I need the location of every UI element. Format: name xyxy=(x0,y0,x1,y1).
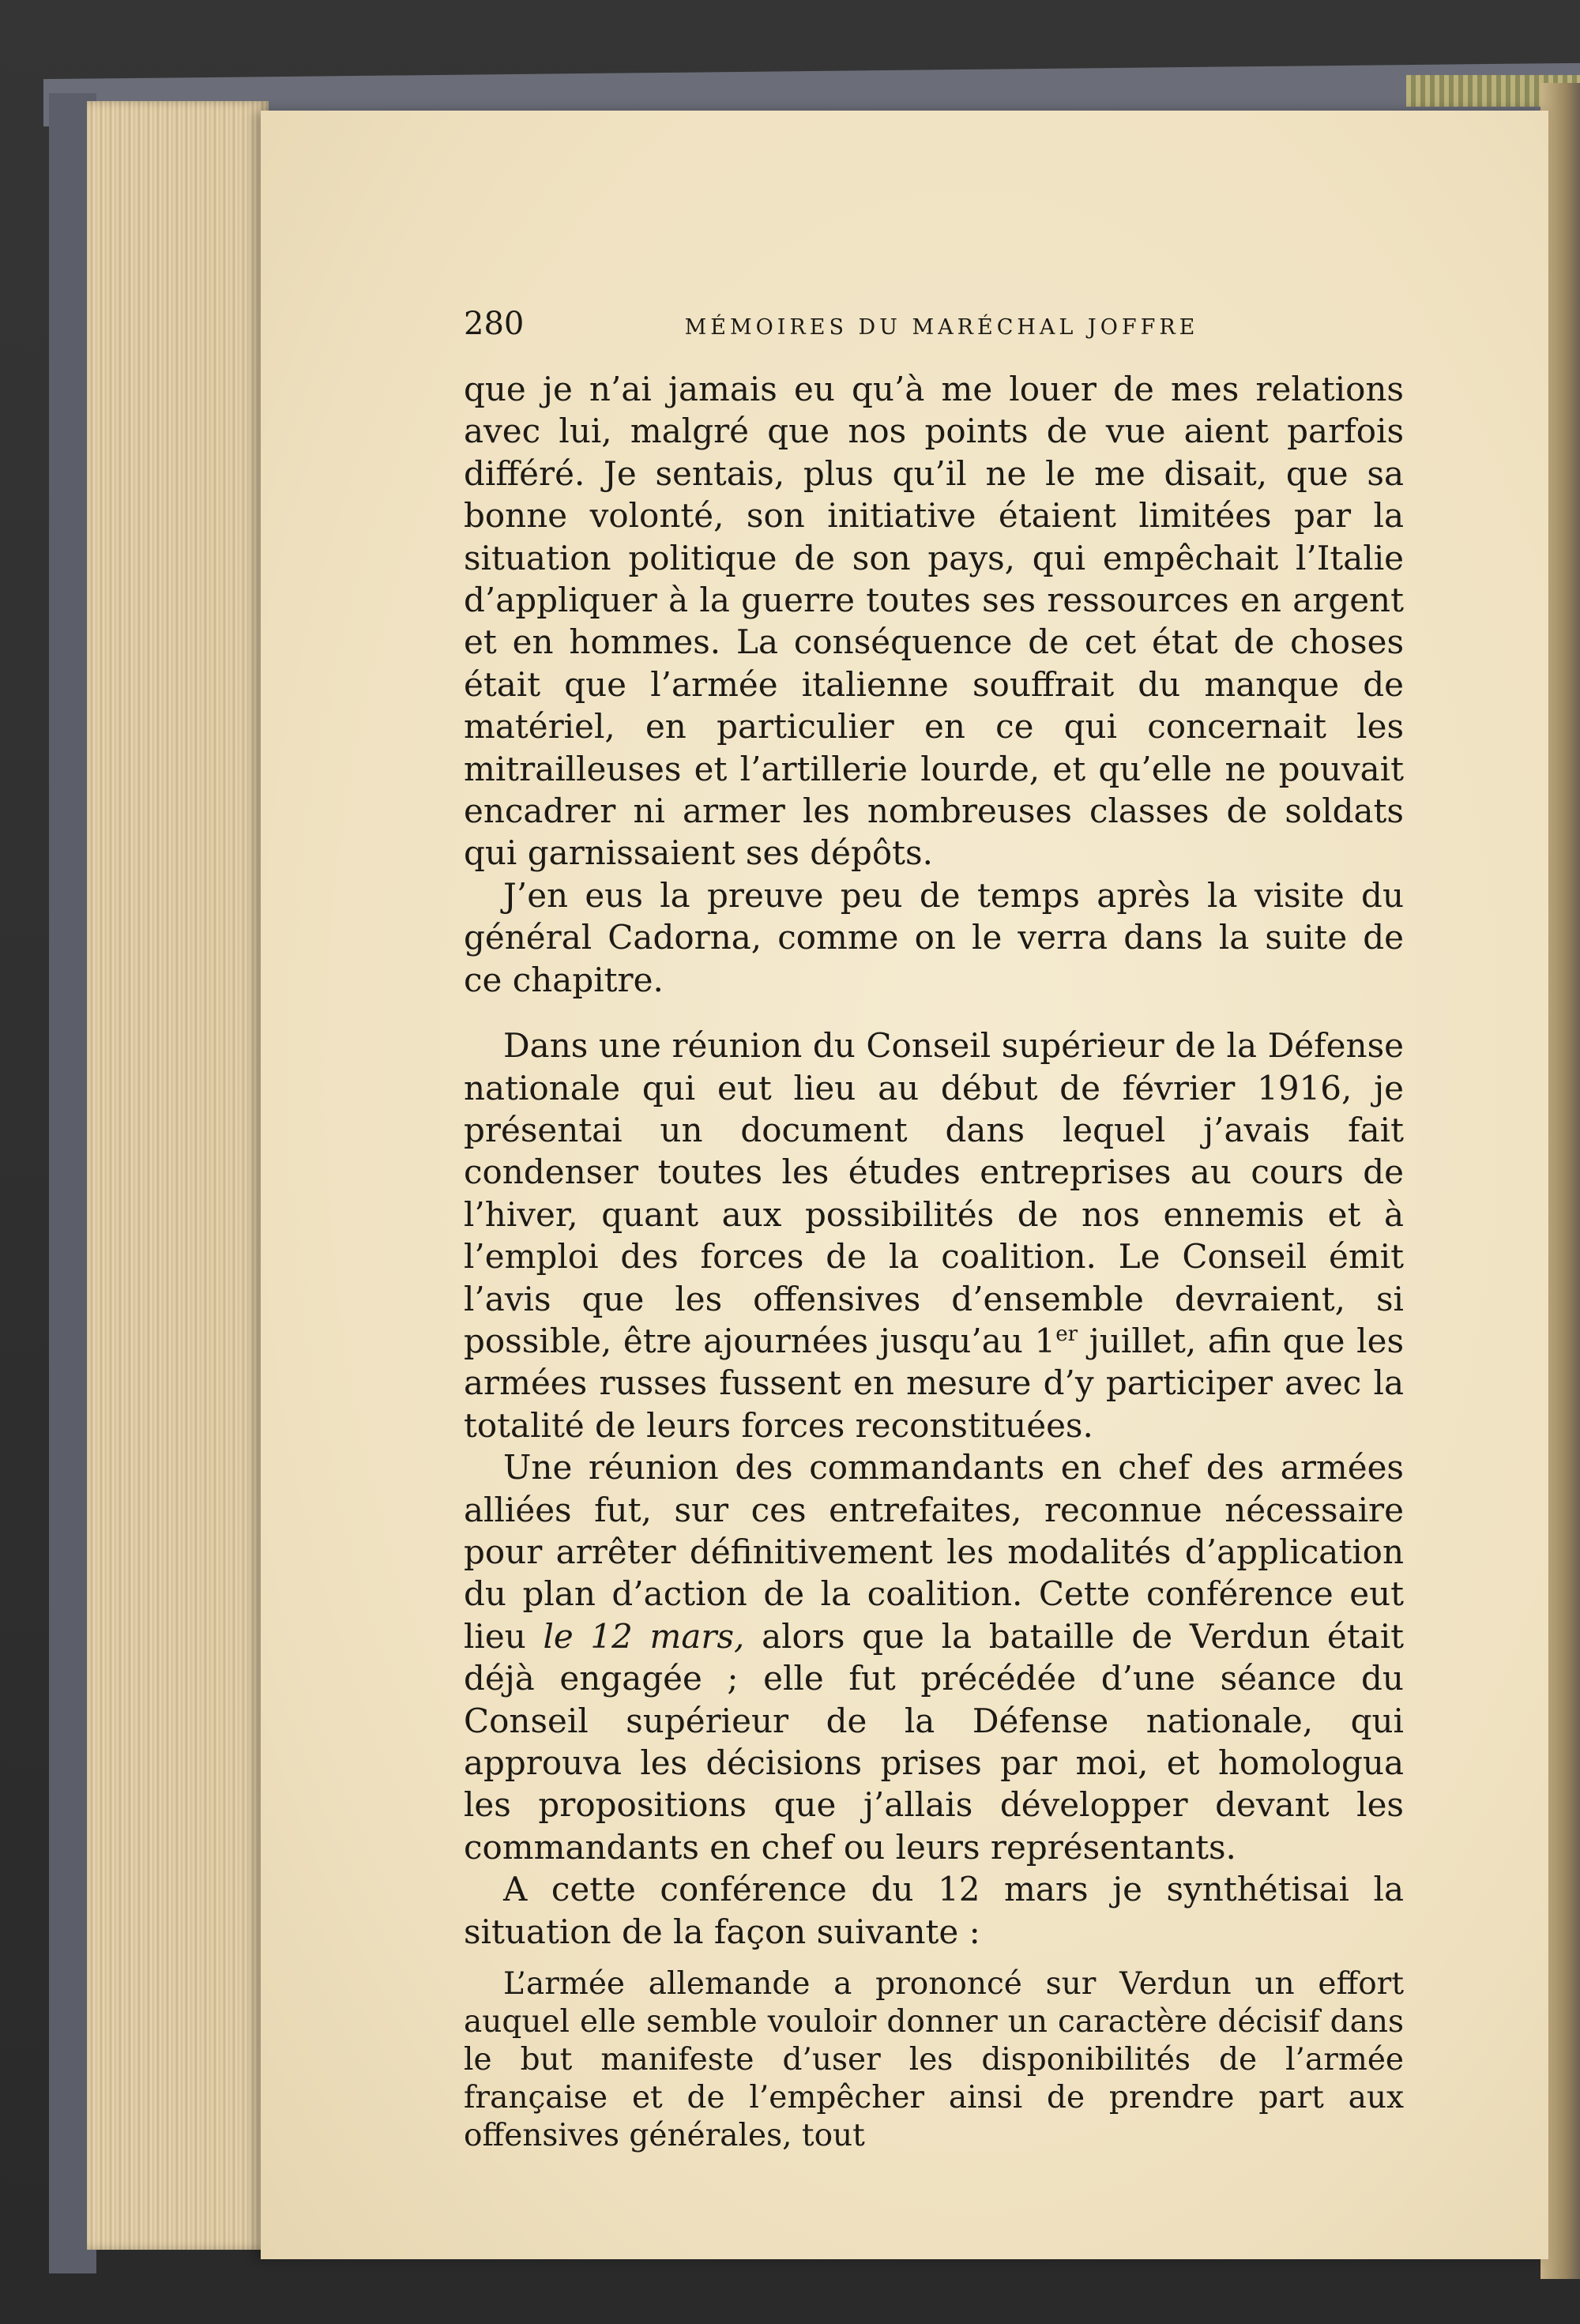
paragraph-4 xyxy=(464,1446,1404,1868)
paragraph-1: que je n’ai jamais eu qu’à me louer de mes relations avec lui, malgré que nos points de vue aient parfois différé. Je sentais, plus qu’il ne le me disait, que sa bonne volonté, son initiative étaient limitées par la situation politique de son pays, qui empêchait l’Italie d’appliquer à la guerre toutes ses ressources en argent et en hommes. La conséquence de cet état de choses était que l’armée italienne souffrait du manque de matériel, en particulier en ce qui concernait les mitrailleuses et l’artillerie lourde, et qu’elle ne pouvait encadrer ni armer les nombreuses classes de soldats qui garnissaient ses dépôts. xyxy=(464,370,1404,873)
paragraph-5: A cette conférence du 12 mars je synthétisai la situation de la façon suivante : xyxy=(464,1870,1404,1951)
quoted-passage: L’armée allemande a prononcé sur Verdun un effort auquel elle semble vouloir donner un caractère décisif dans le but manifeste d’user les disponibilités de l’armée française et de l’empêcher ainsi de prendre part aux offensives générales, tout xyxy=(464,1966,1404,2154)
paragraph-4-italic: le 12 mars, xyxy=(543,1616,745,1656)
paragraph-3-text-b: juillet, afin que les armées russes fussent en mesure d’y participer avec la totalité de leurs forces reconstituées. xyxy=(464,1321,1404,1445)
page-stack-edge xyxy=(87,101,269,2250)
paragraph-2: J’en eus la preuve peu de temps après la visite du général Cadorna, comme on le verra dans la suite de ce chapitre. xyxy=(464,875,1404,999)
running-head xyxy=(464,300,1404,348)
running-title: MÉMOIRES DU MARÉCHAL JOFFRE xyxy=(684,315,1199,340)
section-gap xyxy=(464,1001,1404,1025)
paragraph-3 xyxy=(464,1025,1404,1446)
paragraph-4-text-a: Une réunion des commandants en chef des armées alliées fut, sur ces entrefaites, reconnue nécessaire pour arrêter définitivement les modalités d’application du plan d’action de la coalition. Cette conférence eut lieu xyxy=(464,1448,1404,1656)
paragraph-4-text-b: alors que la bataille de Verdun était déjà engagée ; elle fut précédée d’une séance du Conseil supérieur de la Défense nationale, qui approuva les décisions prises par moi, et homologua les propositions que j’allais développer devant les commandants en chef ou leurs représentants. xyxy=(464,1616,1404,1867)
superscript-er: er xyxy=(1055,1322,1078,1346)
page-content xyxy=(464,300,1404,2155)
paragraph-3-text-a: Dans une réunion du Conseil supérieur de la Défense nationale qui eut lieu au début de février 1916, je présentai un document dans lequel j’avais fait condenser toutes les études entreprises au cours de l’hiver, quant aux possibilités de nos ennemis et à l’emploi des forces de la coalition. Le Conseil émit l’avis que les offensives d’ensemble devraient, si possible, être ajournées jusqu’au 1 xyxy=(464,1026,1404,1360)
page-number: 280 xyxy=(464,306,525,342)
